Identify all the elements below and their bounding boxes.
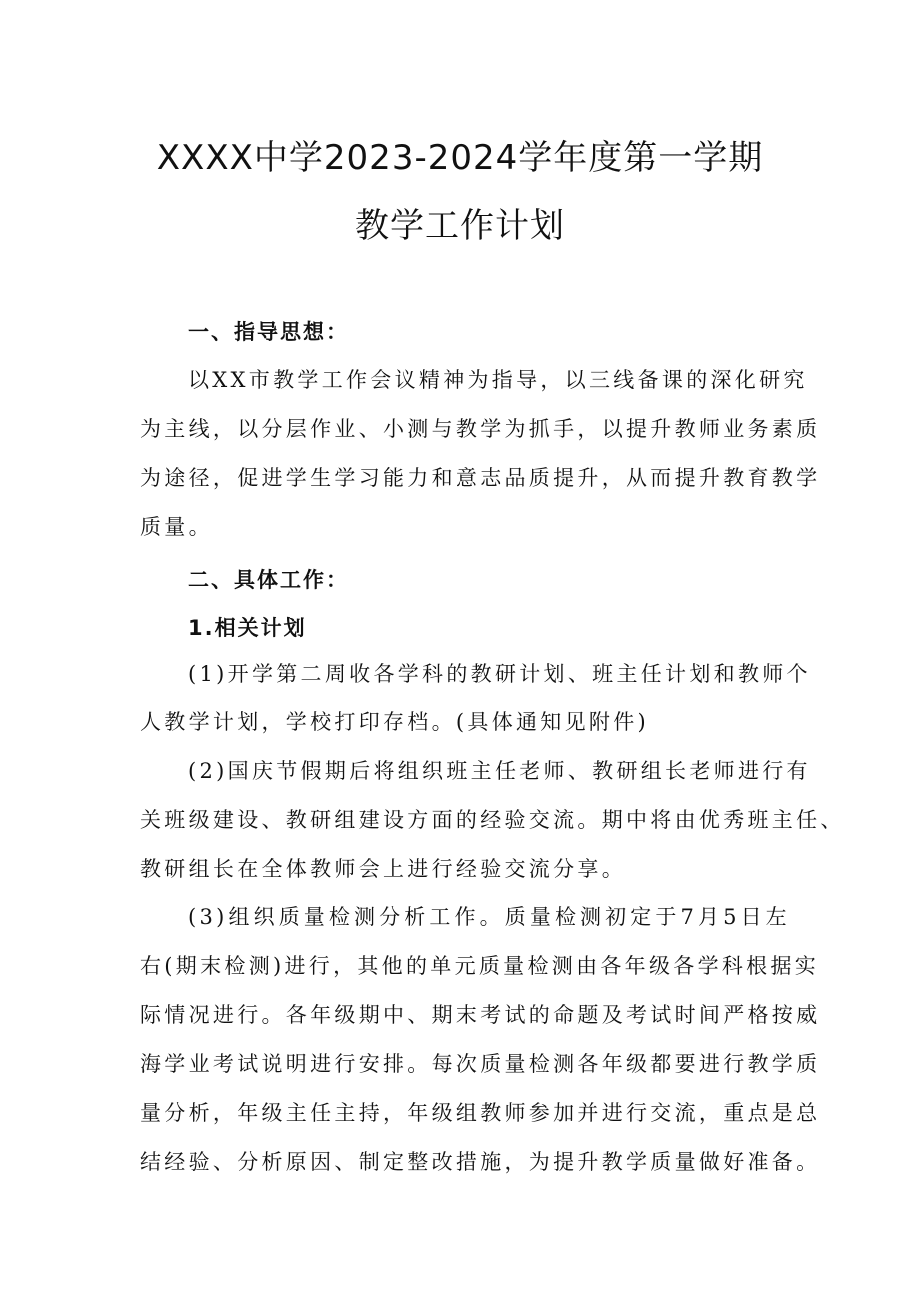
item-3-line-1: (3)组织质量检测分析工作。质量检测初定于7月5日左 [188,905,790,929]
item-3-line-2: 右(期末检测)进行，其他的单元质量检测由各年级各学科根据实 [140,954,820,978]
section-1-line-4: 质量。 [140,515,213,539]
item-3-line-3: 际情况进行。各年级期中、期末考试的命题及考试时间严格按威 [140,1003,821,1027]
item-2-line-2: 关班级建设、教研组建设方面的经验交流。期中将由优秀班主任、 [140,808,845,832]
section-1-line-2: 为主线，以分层作业、小测与教学为抓手，以提升教师业务素质 [140,417,821,441]
item-2-line-3: 教研组长在全体教师会上进行经验交流分享。 [140,857,626,881]
section-1-line-1: 以XX市教学工作会议精神为指导，以三线备课的深化研究 [188,368,808,392]
subsection-1-heading: 1.相关计划 [188,616,307,640]
section-2-heading: 二、具体工作： [188,568,349,592]
section-1-heading: 一、指导思想： [188,320,349,344]
item-3-line-6: 结经验、分析原因、制定整改措施，为提升教学质量做好准备。 [140,1150,821,1174]
item-1-line-2: 人教学计划，学校打印存档。(具体通知见附件) [140,710,649,734]
item-3-line-5: 量分析，年级主任主持，年级组教师参加并进行交流，重点是总 [140,1101,821,1125]
item-3-line-4: 海学业考试说明进行安排。每次质量检测各年级都要进行教学质 [140,1052,821,1076]
item-2-line-1: (2)国庆节假期后将组织班主任老师、教研组长老师进行有 [188,759,811,783]
document-title-line-1: XXXX中学2023-2024学年度第一学期 [156,138,764,178]
document-title-line-2: 教学工作计划 [355,206,565,246]
item-1-line-1: (1)开学第二周收各学科的教研计划、班主任计划和教师个 [188,662,811,686]
section-1-line-3: 为途径，促进学生学习能力和意志品质提升，从而提升教育教学 [140,466,821,490]
